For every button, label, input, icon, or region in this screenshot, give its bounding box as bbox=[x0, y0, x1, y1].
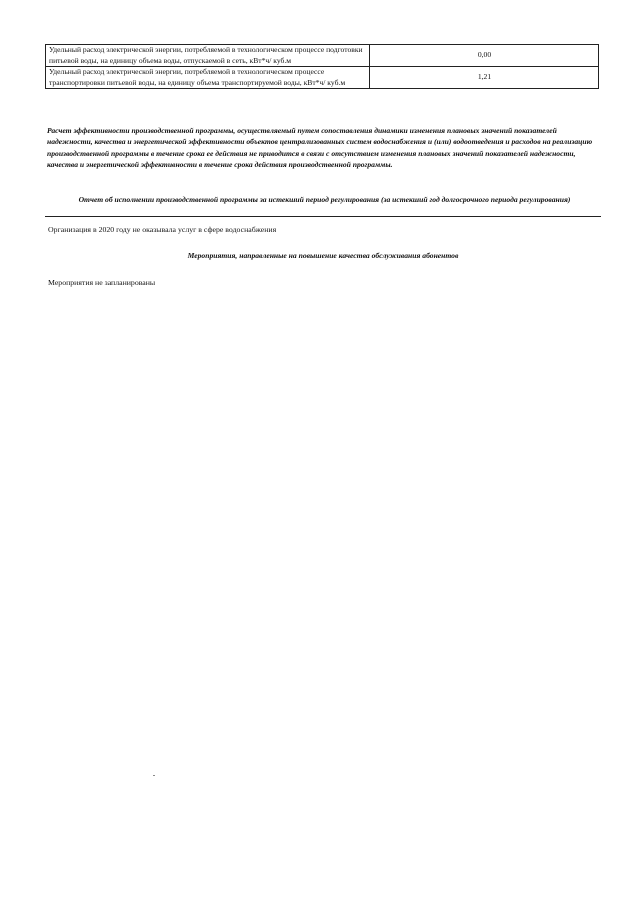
table-row bbox=[46, 67, 599, 89]
table-cell-value: 1,21 bbox=[370, 67, 599, 89]
table-cell-description: Удельный расход электрической энергии, потребляемой в технологическом процессе транспортировки питьевой воды, на единицу объема транспортируемой воды, кВт*ч/ куб.м bbox=[46, 67, 370, 89]
report-text: Организация в 2020 году не оказывала услуг в сфере водоснабжения bbox=[48, 225, 277, 234]
energy-consumption-table bbox=[45, 44, 599, 89]
efficiency-paragraph: Расчет эффективности производственной программы, осуществляемый путем сопоставления динамики изменения плановых значений показателей надежности, качества и энергетической эффективности объектов централизованных систем водоснабжения и (или) водоотведения и расходов на реализацию производственной программы в течение срока ее действия не приводится в связи с отсутствием изменения плановых значений показателей надежности, качества и энергетической эффективности в течение срока действия производственной программы. bbox=[47, 126, 593, 169]
scan-speck bbox=[153, 775, 155, 776]
table-cell-value: 0,00 bbox=[370, 45, 599, 67]
report-heading: Отчет об исполнении производственной программы за истекший период регулирования (за истекший год долгосрочного периода регулирования) bbox=[78, 195, 571, 204]
table-cell-description: Удельный расход электрической энергии, потребляемой в технологическом процессе подготовки питьевой воды, на единицу объема воды, отпускаемой в сеть, кВт*ч/ куб.м bbox=[46, 45, 370, 67]
heading-rule bbox=[45, 216, 601, 217]
measures-text: Мероприятия не запланированы bbox=[48, 278, 156, 287]
table-row bbox=[46, 45, 599, 67]
measures-heading: Мероприятия, направленные на повышение качества обслуживания абонентов bbox=[187, 251, 459, 260]
